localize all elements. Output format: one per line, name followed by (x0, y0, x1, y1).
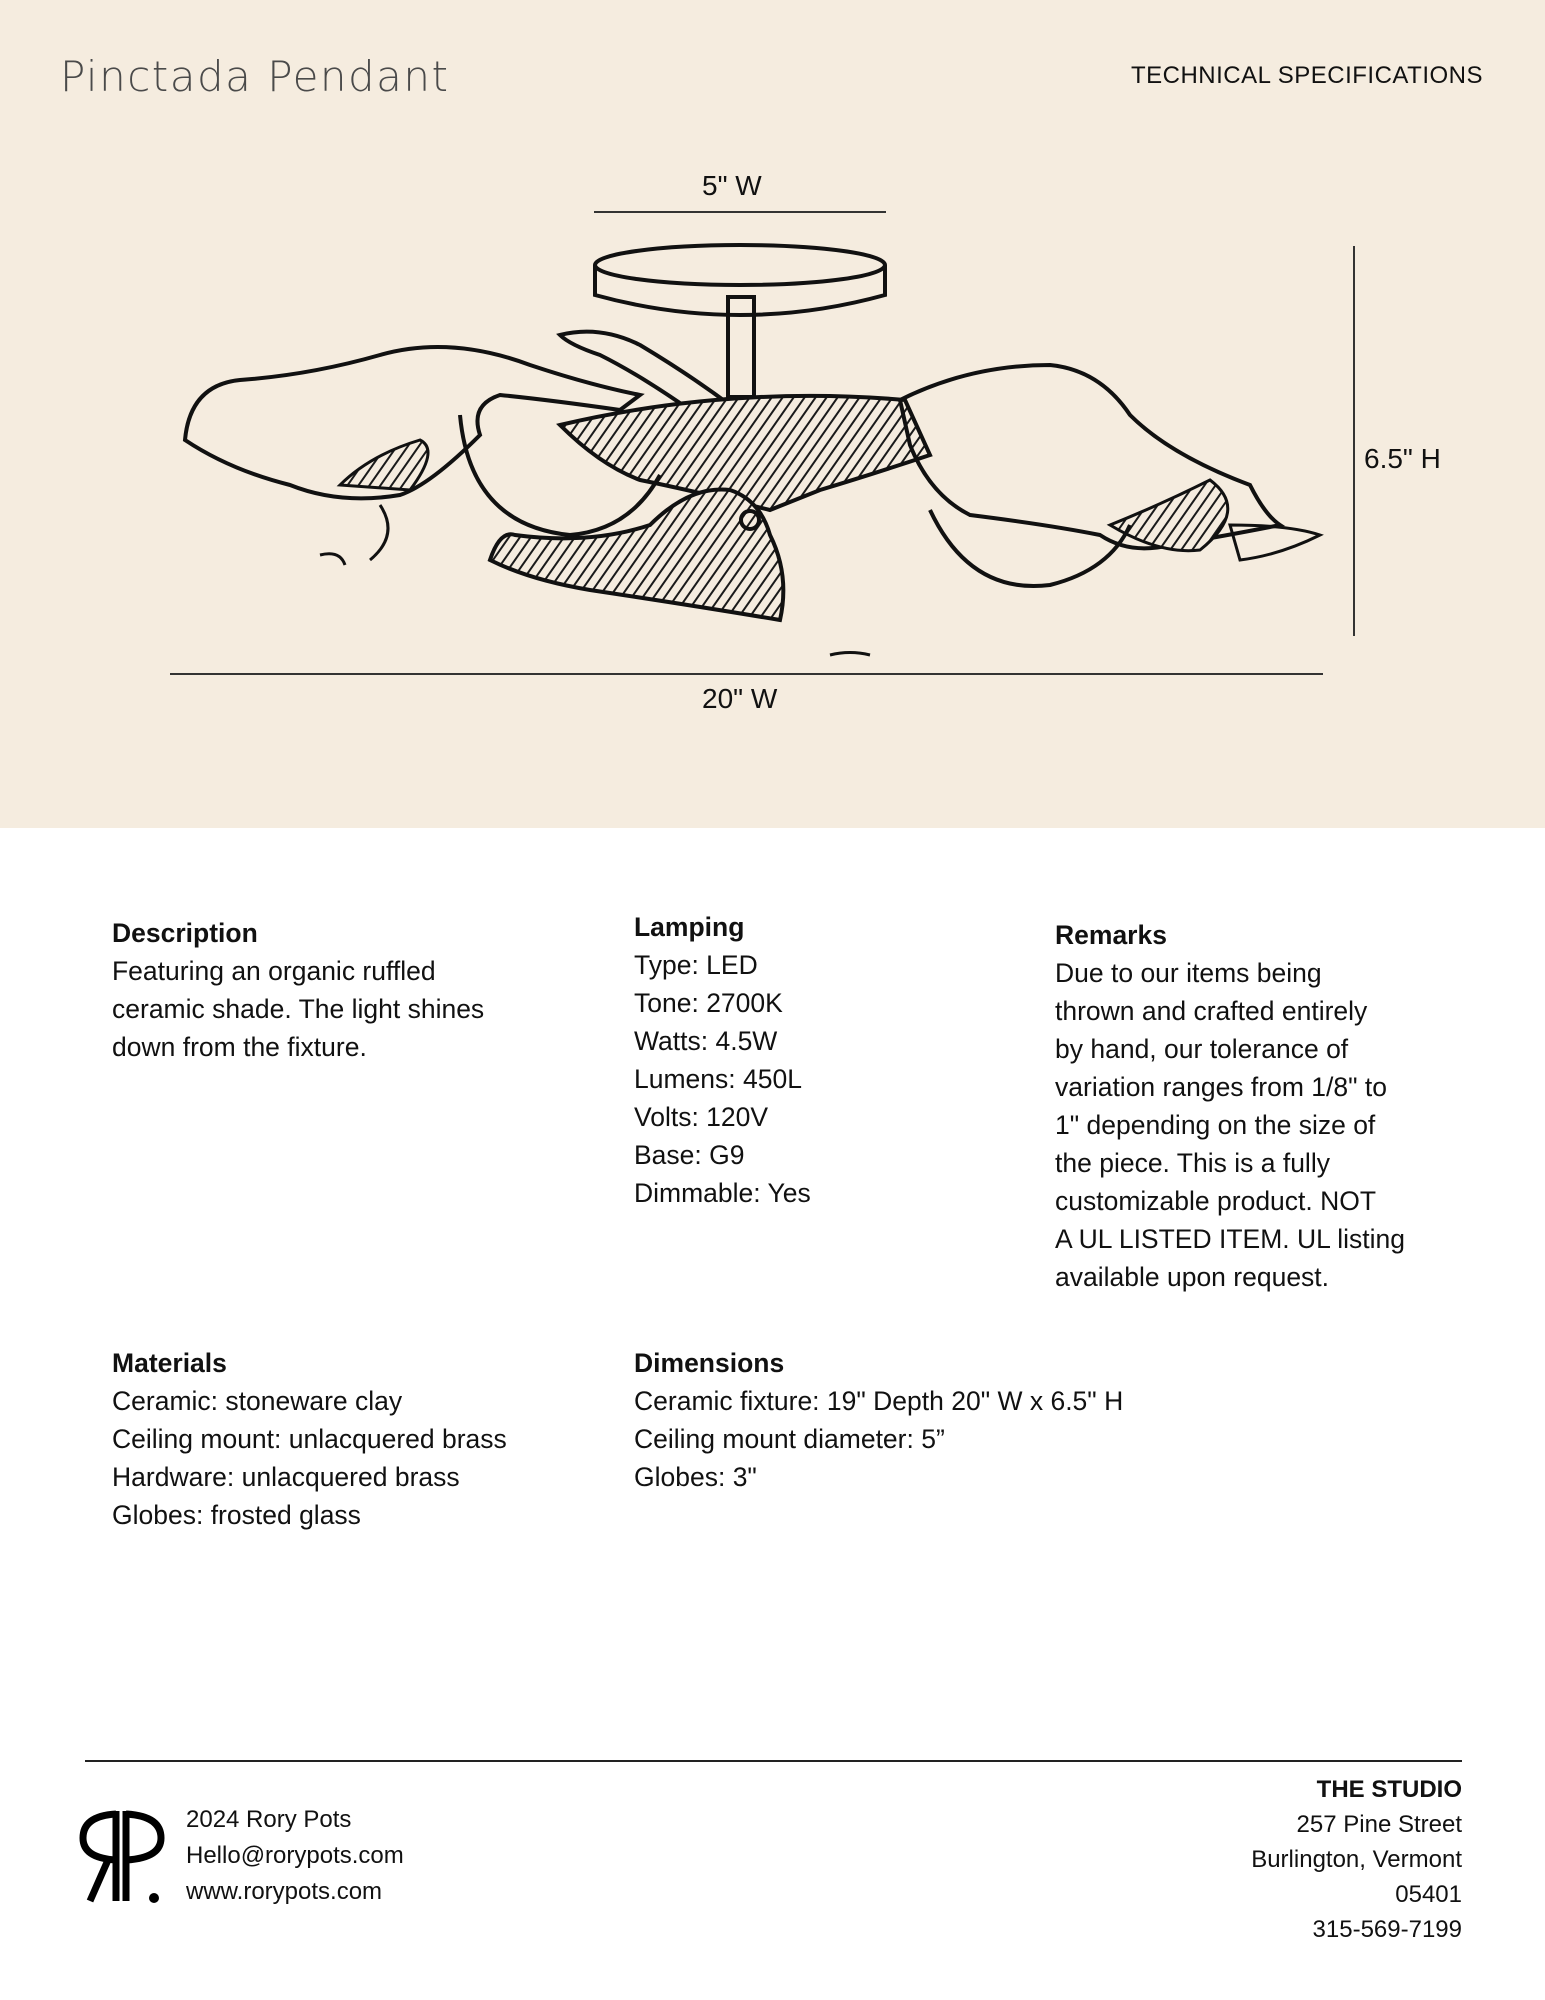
product-title: Pinctada Pendant (60, 52, 450, 101)
website-link[interactable]: www.rorypots.com (186, 1878, 383, 1905)
remarks-line: available upon request. (1055, 1262, 1330, 1292)
copyright-text: 2024 Rory Pots (186, 1806, 352, 1833)
lamping-volts: Volts: 120V (634, 1102, 769, 1132)
lamping-tone: Tone: 2700K (634, 988, 783, 1018)
dimensions-line: Ceiling mount diameter: 5” (634, 1424, 945, 1454)
materials-heading: Materials (112, 1348, 227, 1378)
dimensions-section (634, 1344, 1254, 1496)
lamping-lumens: Lumens: 450L (634, 1064, 802, 1094)
remarks-line: 1" depending on the size of (1055, 1110, 1376, 1140)
center-ceramic-band (560, 396, 930, 510)
studio-address (1251, 1772, 1462, 1947)
studio-street: 257 Pine Street (1296, 1811, 1462, 1838)
materials-line: Globes: frosted glass (112, 1500, 361, 1530)
description-section (112, 914, 552, 1066)
dimensions-heading: Dimensions (634, 1348, 785, 1378)
document-type-label: TECHNICAL SPECIFICATIONS (1130, 62, 1483, 89)
remarks-heading: Remarks (1055, 920, 1167, 950)
remarks-line: A UL LISTED ITEM. UL listing (1055, 1224, 1405, 1254)
height-line (1353, 246, 1355, 636)
studio-city: Burlington, Vermont (1251, 1846, 1462, 1873)
lamping-heading: Lamping (634, 912, 745, 942)
studio-phone[interactable]: 315-569-7199 (1312, 1916, 1462, 1943)
materials-line: Ceiling mount: unlacquered brass (112, 1424, 507, 1454)
email-link[interactable]: Hello@rorypots.com (186, 1842, 404, 1869)
description-line: Featuring an organic ruffled (112, 956, 436, 986)
footer-divider (85, 1760, 1462, 1762)
top-width-line (594, 211, 886, 213)
materials-section (112, 1344, 592, 1534)
remarks-line: customizable product. NOT (1055, 1186, 1377, 1216)
top-width-label: 5" W (702, 170, 762, 201)
lamping-section (634, 908, 984, 1212)
studio-title: THE STUDIO (1316, 1776, 1462, 1803)
description-heading: Description (112, 918, 258, 948)
lamping-dimmable: Dimmable: Yes (634, 1178, 811, 1208)
overall-width-label: 20" W (702, 683, 778, 714)
description-line: down from the fixture. (112, 1032, 367, 1062)
lamping-base: Base: G9 (634, 1140, 745, 1170)
remarks-line: variation ranges from 1/8" to (1055, 1072, 1387, 1102)
description-line: ceramic shade. The light shines (112, 994, 485, 1024)
remarks-section (1055, 916, 1475, 1296)
lamping-type: Type: LED (634, 950, 758, 980)
dimensions-line: Ceramic fixture: 19" Depth 20" W x 6.5" H (634, 1386, 1124, 1416)
studio-zip: 05401 (1395, 1881, 1462, 1908)
materials-line: Ceramic: stoneware clay (112, 1386, 403, 1416)
remarks-line: the piece. This is a fully (1055, 1148, 1330, 1178)
rory-pots-logo (78, 1806, 168, 1906)
materials-line: Hardware: unlacquered brass (112, 1462, 460, 1492)
dimensions-line: Globes: 3" (634, 1462, 757, 1492)
pendant-drawing (170, 235, 1330, 675)
height-label: 6.5" H (1364, 443, 1441, 474)
footer-contact (186, 1802, 404, 1910)
lamping-watts: Watts: 4.5W (634, 1026, 778, 1056)
product-hero (0, 0, 1545, 828)
remarks-line: by hand, our tolerance of (1055, 1034, 1349, 1064)
remarks-line: Due to our items being (1055, 958, 1322, 988)
remarks-line: thrown and crafted entirely (1055, 996, 1368, 1026)
